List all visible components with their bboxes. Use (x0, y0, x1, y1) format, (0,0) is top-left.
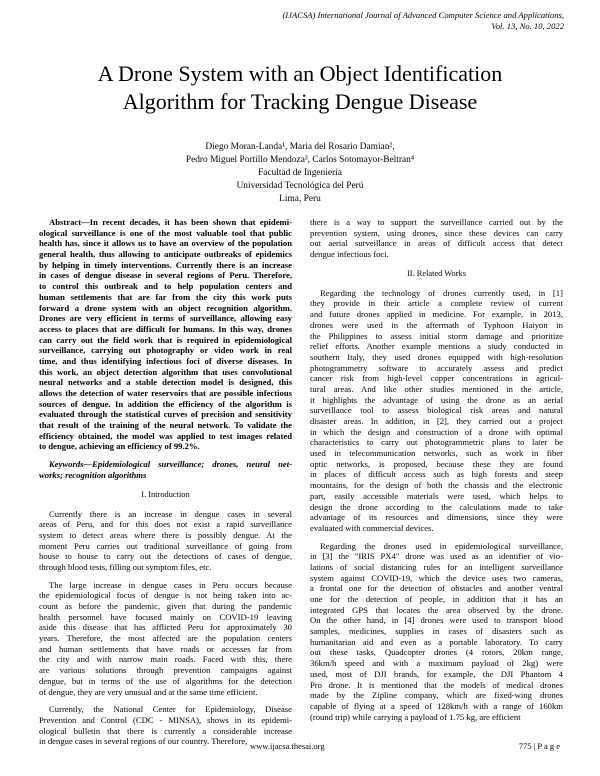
text-line: the city and with narrow main roads. Faced with this, there (39, 654, 292, 665)
text-line: tural areas. And like other studies mentioned in the article, (310, 383, 563, 394)
text-line: (round trip) while carrying a payload of 1.75 kg, are efficient (310, 711, 521, 722)
text-line: out aerial surveillance in areas of difficult access that detect (310, 238, 563, 249)
text-line: surveillance, carrying out photography or video work in real (39, 345, 292, 356)
text-line: aside this disease that has afflicted Peru for approximately 30 (39, 622, 292, 633)
text-line: this work, an object detection algorithm that uses convolutional (39, 366, 292, 377)
text-line: optic networks, is proposed, because these they are found (310, 458, 563, 469)
text-line: samples, medicines, supplies in cases of disasters such as (310, 626, 563, 637)
text-line: by helping in timely interventions. Currently there is an increase (39, 259, 292, 270)
text-line: years. Therefore, the most affected are the population centers (39, 633, 292, 644)
title-line1: A Drone System with an Object Identification (97, 61, 503, 86)
text-line: evaluated through the statistical curves of precision and sensitivity (39, 409, 292, 420)
intro-paragraph-2 (39, 580, 292, 698)
text-line: to dengue, achieving an efficiency of 99.2%. (39, 441, 200, 452)
text-line: relief efforts. Another example mentions a study conducted in (310, 341, 563, 352)
text-line: Prevention and Control (CDC - MINSA), shows in its epidemi- (39, 714, 292, 725)
text-line: advantage of its resources and dimensions, since they were (310, 512, 563, 523)
text-line: areas of Peru, and for this does not exist a rapid surveillance (39, 519, 292, 530)
text-line: health personnel have focused mainly on COVID-19 leaving (39, 611, 292, 622)
authors-line1: Diego Moran-Landa¹, Maria del Rosario Damian², (205, 142, 395, 152)
text-line: forward a drone system with an object recognition algorithm. (39, 302, 292, 313)
journal-header-line2: Vol. 13, No. 10, 2022 (491, 21, 564, 31)
affiliation-faculty: Facultad de Ingeniería (258, 168, 342, 178)
text-line: southern Italy, they used drones equipped with high-resolution (310, 351, 563, 362)
text-line: Abstract—In recent decades, it has been shown that epidemi- (49, 217, 292, 227)
text-line: neural networks and a stable detection model is designed, this (39, 377, 292, 388)
text-line: mountains, for the design of both the chassis and the electronic (310, 480, 563, 491)
text-line: time, and thus identifying infectious foci of diverse diseases. In (39, 355, 292, 366)
right-column (310, 217, 563, 722)
text-line: Regarding the drones used in epidemiological surveillance, (320, 540, 563, 551)
text-line: part, easily accessible materials were used, which helps to (310, 490, 563, 501)
journal-header (144, 10, 564, 32)
journal-header-line1: (IJACSA) International Journal of Advanced Computer Science and Applications, (282, 10, 564, 20)
text-line: cancer risk from high-level copper concentrations in agricul- (310, 373, 563, 384)
section-heading-related-works: II. Related Works (407, 268, 466, 278)
text-line: there is a way to support the surveillance carried out by the (310, 217, 563, 227)
text-line: a frontal one for the detection of obstacles and another ventral (310, 583, 563, 594)
text-line: in [3] the "IRIS PX4" drone was used as an identifier of vio- (310, 551, 563, 562)
text-line: dengue infectious foci. (310, 249, 389, 260)
text-line: that result of the training of the neural network. To validate the (39, 420, 292, 431)
text-line: Currently there is an increase in dengue cases in several (49, 508, 292, 519)
text-line: house to house to carry out the detections of cases of dengue, (39, 551, 292, 562)
text-line: out these tasks, Quadcopter drones (4 rotors, 20km range, (310, 647, 563, 658)
abstract (39, 217, 292, 452)
text-line: prevention system, using drones, since these devices can carry (310, 227, 563, 238)
text-line: and human settlements that have roads or accesses far from (39, 643, 292, 654)
text-line: works; recognition algorithms (39, 469, 147, 480)
intro-continuation (310, 217, 563, 260)
text-line: design the drone according to the calculations made to take (310, 501, 563, 512)
text-line: capable of flying at a speed of 128km/h with a range of 160km (310, 700, 563, 711)
left-column (39, 217, 292, 747)
text-line: On the other hand, in [4] drones were used to transport blood (310, 615, 563, 626)
related-paragraph-2 (310, 541, 563, 723)
text-line: in places of difficult access such as high forests and steep (310, 469, 563, 480)
text-line: Drones are very efficient in terms of surveillance, allowing easy (39, 313, 292, 324)
affiliation-university: Universidad Tecnológica del Perú (236, 181, 364, 191)
text-line: Currently, the National Center for Epidemiology, Disease (49, 704, 292, 715)
text-line: health has, since it allows us to have an overview of the population (39, 238, 292, 249)
text-line: Regarding the technology of drones currently used, in [1] (320, 287, 563, 298)
text-line: used in telecommunication networks, such as work in fiber (310, 448, 563, 459)
text-line: 36km/h speed and with a maximum payload of 2kg) were (310, 658, 563, 669)
text-line: it highlights the advantage of using the drone as an aerial (310, 394, 563, 405)
text-line: humanitarian aid and even as a portable laboratory. To carry (310, 636, 563, 647)
text-line: evaluated with commercial devices. (310, 522, 434, 533)
text-line: general health, thus allowing to anticipate outbreaks of epidemics (39, 249, 292, 260)
text-line: used, most of DJI brands, for example, the DJI Phantom 4 (310, 668, 563, 679)
affiliation-location: Lima, Peru (279, 194, 321, 204)
keywords (39, 459, 292, 480)
paper-title (40, 60, 560, 116)
text-line: Keywords—Epidemiological surveillance; drones, neural net- (49, 459, 292, 470)
text-line: through blood tests, filling out symptom files, etc. (39, 561, 212, 572)
text-line: to control this outbreak and to help population centers and (39, 281, 292, 292)
text-line: photogrammetry software to accurately assess and predict (310, 362, 563, 373)
text-line: integrated GPS that locates the area observed by the drone. (310, 604, 563, 615)
text-line: one for the detection of people, in addition that it has an (310, 594, 563, 604)
section-heading-introduction: I. Introduction (141, 489, 190, 499)
text-line: can carry out the field work that is required in epidemiological (39, 334, 292, 345)
text-line: in cases of dengue disease in several regions of Peru. Therefore, (39, 270, 292, 281)
text-line: disaster areas. In addition, in [2], they carried out a project (310, 416, 563, 426)
text-line: ological surveillance is one of the most valuable tool that public (39, 227, 292, 238)
text-line: are various solutions through prevention campaigns against (39, 665, 292, 676)
text-line: system to detect areas where there is possibly dengue. At the (39, 529, 292, 540)
text-line: The large increase in dengue cases in Peru occurs because (49, 579, 292, 590)
text-line: count as before the pandemic, given that during the pandemic (39, 601, 292, 611)
related-paragraph-1 (310, 288, 563, 534)
text-line: human settlements that are far from the city this work puts (39, 291, 292, 302)
text-line: allows the detection of water reservoirs that are possible infectious (39, 388, 292, 398)
text-line: in dengue cases in several regions of our country. Therefore, (39, 736, 248, 747)
text-line: they provide in their article a complete review of current (310, 298, 563, 309)
text-line: the epidemiological focus of dengue is not being taken into ac- (39, 590, 292, 601)
text-line: drones were used in the aftermath of Typhoon Haiyon in (310, 319, 563, 330)
text-line: ological bulletin that there is currently a considerable increase (39, 725, 292, 736)
intro-paragraph-1 (39, 509, 292, 573)
text-line: in which the design and construction of a drone with optimal (310, 426, 563, 437)
text-line: characteristics to carry out photogrammetric plans to later be (310, 437, 563, 448)
text-line: lations of social distancing rules for an intelligent surveillance (310, 561, 563, 572)
text-line: made by the Zipline company, which are fixed-wing drones (310, 690, 563, 701)
title-line2: Algorithm for Tracking Dengue Disease (122, 89, 478, 114)
text-line: efficiency obtained, the model was applied to test images related (39, 430, 292, 441)
text-line: and future drones applied in medicine. For example, in 2013, (310, 309, 563, 320)
text-line: moment Peru carries out traditional surveillance of going from (39, 540, 292, 551)
text-line: Pro drone. It is mentioned that the models of medical drones (310, 679, 563, 690)
author-block (60, 141, 540, 206)
text-line: surveillance tool to assess biological risk areas and natural (310, 405, 563, 416)
text-line: dengue, but in terms of the use of algorithms for the detection (39, 675, 292, 686)
footer-url: www.ijacsa.thesai.org (250, 741, 325, 751)
text-line: sources of dengue. In addition the efficiency of the algorithm is (39, 398, 292, 409)
text-line: system against COVID-19, which the device uses two cameras, (310, 572, 563, 583)
authors-line2: Pedro Miguel Portillo Mendoza³, Carlos Sotomayor-Beltran⁴ (185, 155, 415, 165)
text-line: the Philippines to assess initial storm damage and prioritize (310, 330, 563, 341)
text-line: of dengue, they are very unusual and at the same time efficient. (39, 686, 258, 697)
text-line: access to places that are difficult for humans. In this way, drones (39, 323, 292, 334)
footer-page-number: 775 | P a g e (518, 741, 560, 751)
